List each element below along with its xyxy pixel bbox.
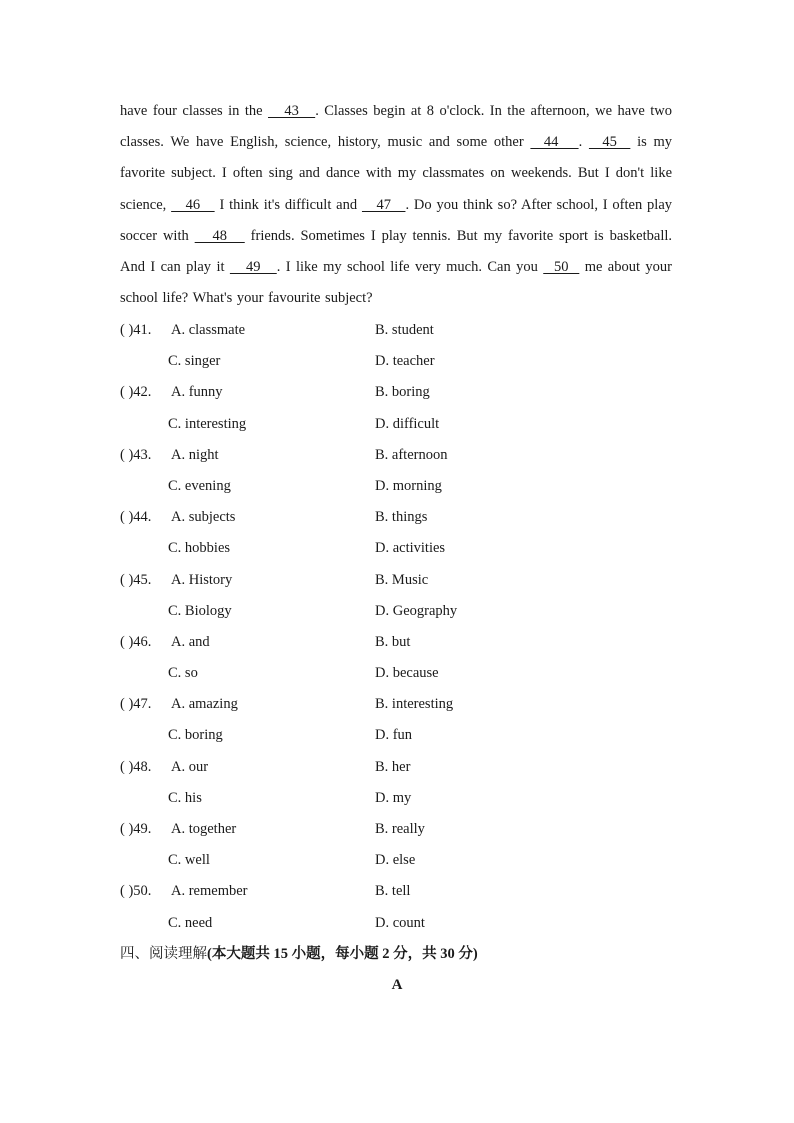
question-row <box>120 471 672 502</box>
option-b: B. student <box>375 322 434 338</box>
question-42 <box>120 377 672 439</box>
blank-44: 44 <box>530 134 579 151</box>
question-number: ( )49. <box>120 821 152 837</box>
option-d: D. morning <box>375 477 442 494</box>
question-45 <box>120 565 672 627</box>
option-c: C. his <box>168 789 202 806</box>
question-row <box>120 814 672 845</box>
question-row <box>120 346 672 377</box>
passage-text: I think it's difficult and <box>214 196 362 213</box>
section-title-prefix: 四、阅读理解 <box>120 946 207 962</box>
question-row <box>120 409 672 440</box>
question-number: ( )47. <box>120 696 152 713</box>
question-row <box>120 720 672 751</box>
question-48 <box>120 752 672 814</box>
question-50 <box>120 876 672 938</box>
option-a: A. History <box>171 571 233 588</box>
option-c: C. boring <box>168 727 223 744</box>
option-b: B. tell <box>375 883 411 900</box>
option-d: D. Geography <box>375 602 458 619</box>
passage-text: . Classes begin at 8 o'clock. In the afternoon, we have two classes. We have English, science, history, music and some other <box>120 103 673 151</box>
passage-text: . Do you think so? After school, I often play soccer with <box>120 196 673 244</box>
question-list <box>120 315 672 939</box>
option-c: C. singer <box>168 353 221 370</box>
section-title-detail: (本大题共 15 小题，每小题 2 分，共 30 分) <box>207 946 478 962</box>
passage-text: . <box>578 134 589 151</box>
question-47 <box>120 689 672 751</box>
blank-46: 46 <box>171 196 215 213</box>
blank-50: 50 <box>543 259 580 276</box>
option-b: B. things <box>375 509 428 526</box>
option-d: D. activities <box>375 540 446 557</box>
option-d: D. my <box>375 789 412 806</box>
passage-text: is my favorite subject. I often sing and dance with my classmates on weekends. But I don't like science, <box>120 134 673 213</box>
question-row <box>120 377 672 408</box>
question-number: ( )46. <box>120 633 152 650</box>
blank-43: 43 <box>268 103 316 119</box>
option-a: A. classmate <box>171 322 246 338</box>
question-row <box>120 315 672 346</box>
passage-letter: A <box>391 977 403 993</box>
question-44 <box>120 502 672 564</box>
question-number: ( )41. <box>120 322 152 338</box>
option-d: D. difficult <box>375 415 440 432</box>
question-row <box>120 752 672 783</box>
option-b: B. afternoon <box>375 446 448 463</box>
option-b: B. boring <box>375 384 430 401</box>
question-43 <box>120 440 672 502</box>
question-row <box>120 502 672 533</box>
question-row <box>120 876 672 907</box>
option-c: C. well <box>168 852 210 869</box>
passage-text: friends. Sometimes I play tennis. But my favorite sport is basketball. And I can play it <box>120 227 672 276</box>
blank-48: 48 <box>194 227 245 244</box>
question-number: ( )42. <box>120 384 152 401</box>
passage-text: have four classes in the <box>120 103 269 119</box>
question-number: ( )48. <box>120 758 152 775</box>
option-a: A. night <box>171 446 219 463</box>
question-number: ( )45. <box>120 571 152 588</box>
option-b: B. her <box>375 758 411 775</box>
option-c: C. Biology <box>168 602 232 619</box>
question-49 <box>120 814 672 876</box>
option-a: A. amazing <box>171 696 238 713</box>
option-d: D. count <box>375 914 425 931</box>
question-row <box>120 689 672 720</box>
option-b: B. but <box>375 633 411 650</box>
question-46 <box>120 627 672 689</box>
question-number: ( )50. <box>120 883 152 900</box>
section-heading <box>120 939 478 970</box>
question-row <box>120 565 672 596</box>
option-d: D. because <box>375 665 439 682</box>
question-row <box>120 627 672 658</box>
option-c: C. hobbies <box>168 540 231 557</box>
question-row <box>120 845 672 876</box>
option-b: B. interesting <box>375 696 454 713</box>
cloze-passage <box>120 96 672 314</box>
option-a: A. together <box>171 821 237 837</box>
question-row <box>120 533 672 564</box>
option-a: A. and <box>171 633 210 650</box>
option-a: A. funny <box>171 384 223 401</box>
question-row <box>120 908 672 939</box>
question-row <box>120 783 672 814</box>
question-row <box>120 440 672 471</box>
option-a: A. subjects <box>171 509 236 526</box>
option-a: A. our <box>171 758 209 775</box>
option-d: D. else <box>375 852 416 869</box>
question-number: ( )43. <box>120 446 152 463</box>
option-c: C. interesting <box>168 415 247 432</box>
option-a: A. remember <box>171 883 248 900</box>
blank-49: 49 <box>229 259 277 276</box>
passage-text: me about your school life? What's your favourite subject? <box>120 259 672 307</box>
question-row <box>120 596 672 627</box>
blank-47: 47 <box>361 196 406 213</box>
passage-text: . I like my school life very much. Can you <box>276 259 544 276</box>
option-c: C. need <box>168 914 213 931</box>
option-d: D. fun <box>375 727 413 744</box>
option-b: B. Music <box>375 571 429 588</box>
question-number: ( )44. <box>120 509 152 526</box>
blank-45: 45 <box>588 134 631 151</box>
option-b: B. really <box>375 821 425 837</box>
question-41 <box>120 315 672 377</box>
question-row <box>120 658 672 689</box>
option-d: D. teacher <box>375 353 435 370</box>
option-c: C. so <box>168 665 198 682</box>
option-c: C. evening <box>168 477 231 494</box>
